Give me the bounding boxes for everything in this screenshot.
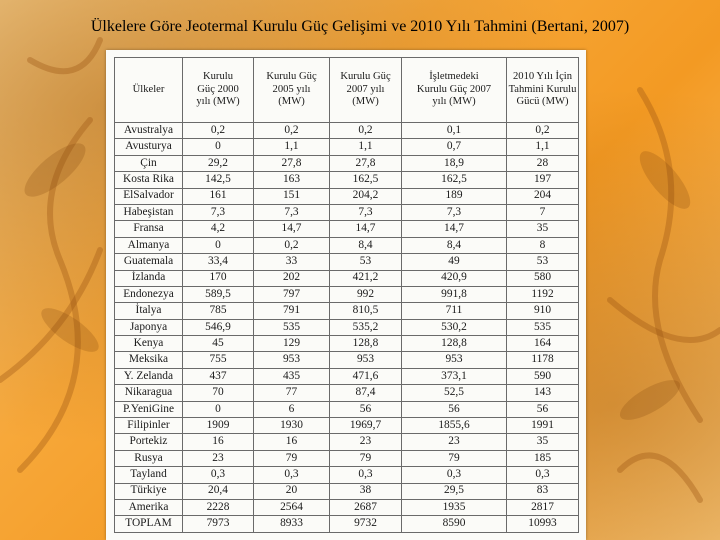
value-cell: 16 xyxy=(254,434,330,450)
table-header-row xyxy=(115,58,579,123)
table-row xyxy=(115,336,579,352)
table-row xyxy=(115,368,579,384)
value-cell: 70 xyxy=(183,385,254,401)
value-cell: 0 xyxy=(183,139,254,155)
column-header-line: Kurulu xyxy=(202,71,233,83)
column-header-4 xyxy=(402,58,507,123)
value-cell: 8,4 xyxy=(402,237,507,253)
country-cell: P.YeniGine xyxy=(115,401,183,417)
column-header-line: 2010 Yılı İçin xyxy=(512,71,573,83)
value-cell: 23 xyxy=(183,450,254,466)
column-header-5 xyxy=(507,58,579,123)
value-cell: 204,2 xyxy=(330,188,402,204)
value-cell: 785 xyxy=(183,303,254,319)
column-header-line: Ülkeler xyxy=(132,83,165,95)
value-cell: 162,5 xyxy=(402,172,507,188)
value-cell: 79 xyxy=(402,450,507,466)
value-cell: 0,3 xyxy=(183,467,254,483)
table-row xyxy=(115,286,579,302)
value-cell: 87,4 xyxy=(330,385,402,401)
value-cell: 33,4 xyxy=(183,254,254,270)
table-row xyxy=(115,319,579,335)
value-cell: 14,7 xyxy=(330,221,402,237)
column-header-line: (MW) xyxy=(278,96,305,108)
column-header-line: Güç 2000 xyxy=(197,83,239,95)
table-row xyxy=(115,139,579,155)
value-cell: 1178 xyxy=(507,352,579,368)
value-cell: 27,8 xyxy=(330,155,402,171)
value-cell: 163 xyxy=(254,172,330,188)
value-cell: 129 xyxy=(254,336,330,352)
country-cell: Kenya xyxy=(115,336,183,352)
value-cell: 530,2 xyxy=(402,319,507,335)
value-cell: 29,5 xyxy=(402,483,507,499)
value-cell: 7,3 xyxy=(402,204,507,220)
country-cell: Meksika xyxy=(115,352,183,368)
value-cell: 204 xyxy=(507,188,579,204)
value-cell: 953 xyxy=(402,352,507,368)
value-cell: 28 xyxy=(507,155,579,171)
value-cell: 2564 xyxy=(254,499,330,515)
value-cell: 0,2 xyxy=(183,123,254,139)
column-header-line: İşletmedeki xyxy=(429,71,479,83)
column-header-1 xyxy=(183,58,254,123)
value-cell: 33 xyxy=(254,254,330,270)
column-header-line: Kurulu Güç 2007 xyxy=(416,83,492,95)
value-cell: 35 xyxy=(507,434,579,450)
table-row xyxy=(115,483,579,499)
value-cell: 580 xyxy=(507,270,579,286)
column-header-line: yılı (MW) xyxy=(196,96,240,108)
value-cell: 421,2 xyxy=(330,270,402,286)
value-cell: 535 xyxy=(254,319,330,335)
table-row xyxy=(115,123,579,139)
value-cell: 18,9 xyxy=(402,155,507,171)
table-row xyxy=(115,385,579,401)
table-row xyxy=(115,270,579,286)
country-cell: Portekiz xyxy=(115,434,183,450)
value-cell: 6 xyxy=(254,401,330,417)
value-cell: 185 xyxy=(507,450,579,466)
value-cell: 1192 xyxy=(507,286,579,302)
value-cell: 2228 xyxy=(183,499,254,515)
value-cell: 546,9 xyxy=(183,319,254,335)
country-cell: Fransa xyxy=(115,221,183,237)
column-header-line: Kurulu Güç xyxy=(266,71,317,83)
value-cell: 4,2 xyxy=(183,221,254,237)
country-cell: Tayland xyxy=(115,467,183,483)
value-cell: 0,2 xyxy=(254,123,330,139)
value-cell: 0,2 xyxy=(330,123,402,139)
value-cell: 9732 xyxy=(330,516,402,532)
value-cell: 38 xyxy=(330,483,402,499)
value-cell: 0,3 xyxy=(330,467,402,483)
value-cell: 27,8 xyxy=(254,155,330,171)
value-cell: 0,1 xyxy=(402,123,507,139)
value-cell: 1,1 xyxy=(254,139,330,155)
value-cell: 52,5 xyxy=(402,385,507,401)
value-cell: 8590 xyxy=(402,516,507,532)
value-cell: 56 xyxy=(507,401,579,417)
value-cell: 56 xyxy=(402,401,507,417)
value-cell: 23 xyxy=(402,434,507,450)
table-row xyxy=(115,172,579,188)
value-cell: 151 xyxy=(254,188,330,204)
column-header-3 xyxy=(330,58,402,123)
table-row xyxy=(115,434,579,450)
value-cell: 1935 xyxy=(402,499,507,515)
table-row xyxy=(115,237,579,253)
value-cell: 1,1 xyxy=(330,139,402,155)
value-cell: 29,2 xyxy=(183,155,254,171)
table-row xyxy=(115,352,579,368)
value-cell: 83 xyxy=(507,483,579,499)
value-cell: 590 xyxy=(507,368,579,384)
value-cell: 14,7 xyxy=(402,221,507,237)
country-cell: Y. Zelanda xyxy=(115,368,183,384)
value-cell: 991,8 xyxy=(402,286,507,302)
column-header-line: 2007 yılı xyxy=(346,83,385,95)
country-cell: Rusya xyxy=(115,450,183,466)
table-row xyxy=(115,450,579,466)
country-cell: Endonezya xyxy=(115,286,183,302)
value-cell: 0,3 xyxy=(254,467,330,483)
country-cell: Türkiye xyxy=(115,483,183,499)
value-cell: 128,8 xyxy=(402,336,507,352)
country-cell: Japonya xyxy=(115,319,183,335)
value-cell: 0,3 xyxy=(507,467,579,483)
value-cell: 0,7 xyxy=(402,139,507,155)
value-cell: 2687 xyxy=(330,499,402,515)
column-header-0 xyxy=(115,58,183,123)
value-cell: 535 xyxy=(507,319,579,335)
table-row xyxy=(115,303,579,319)
value-cell: 49 xyxy=(402,254,507,270)
value-cell: 128,8 xyxy=(330,336,402,352)
value-cell: 1855,6 xyxy=(402,418,507,434)
value-cell: 79 xyxy=(330,450,402,466)
value-cell: 420,9 xyxy=(402,270,507,286)
value-cell: 992 xyxy=(330,286,402,302)
table-row xyxy=(115,499,579,515)
table-body xyxy=(115,123,579,533)
value-cell: 910 xyxy=(507,303,579,319)
country-cell: TOPLAM xyxy=(115,516,183,532)
column-header-line: Gücü (MW) xyxy=(516,96,569,108)
value-cell: 142,5 xyxy=(183,172,254,188)
value-cell: 755 xyxy=(183,352,254,368)
value-cell: 2817 xyxy=(507,499,579,515)
value-cell: 810,5 xyxy=(330,303,402,319)
value-cell: 1969,7 xyxy=(330,418,402,434)
value-cell: 1930 xyxy=(254,418,330,434)
table-row xyxy=(115,418,579,434)
value-cell: 77 xyxy=(254,385,330,401)
value-cell: 7,3 xyxy=(254,204,330,220)
value-cell: 170 xyxy=(183,270,254,286)
country-cell: Filipinler xyxy=(115,418,183,434)
value-cell: 1991 xyxy=(507,418,579,434)
value-cell: 197 xyxy=(507,172,579,188)
value-cell: 79 xyxy=(254,450,330,466)
value-cell: 437 xyxy=(183,368,254,384)
country-cell: Amerika xyxy=(115,499,183,515)
value-cell: 1909 xyxy=(183,418,254,434)
value-cell: 8,4 xyxy=(330,237,402,253)
value-cell: 14,7 xyxy=(254,221,330,237)
value-cell: 953 xyxy=(254,352,330,368)
value-cell: 35 xyxy=(507,221,579,237)
value-cell: 7,3 xyxy=(330,204,402,220)
value-cell: 23 xyxy=(330,434,402,450)
country-cell: Habeşistan xyxy=(115,204,183,220)
value-cell: 435 xyxy=(254,368,330,384)
country-cell: İtalya xyxy=(115,303,183,319)
country-cell: Avustralya xyxy=(115,123,183,139)
country-cell: Kosta Rika xyxy=(115,172,183,188)
value-cell: 711 xyxy=(402,303,507,319)
table-row xyxy=(115,401,579,417)
country-cell: Nikaragua xyxy=(115,385,183,401)
value-cell: 164 xyxy=(507,336,579,352)
value-cell: 7,3 xyxy=(183,204,254,220)
value-cell: 8933 xyxy=(254,516,330,532)
value-cell: 53 xyxy=(507,254,579,270)
table-row xyxy=(115,188,579,204)
value-cell: 0 xyxy=(183,237,254,253)
column-header-line: Tahmini Kurulu xyxy=(508,83,577,95)
value-cell: 53 xyxy=(330,254,402,270)
table-row xyxy=(115,467,579,483)
column-header-2 xyxy=(254,58,330,123)
column-header-line: (MW) xyxy=(352,96,379,108)
value-cell: 143 xyxy=(507,385,579,401)
column-header-line: yılı (MW) xyxy=(432,96,476,108)
table-row xyxy=(115,221,579,237)
value-cell: 953 xyxy=(330,352,402,368)
country-cell: Almanya xyxy=(115,237,183,253)
value-cell: 535,2 xyxy=(330,319,402,335)
value-cell: 373,1 xyxy=(402,368,507,384)
column-header-line: Kurulu Güç xyxy=(340,71,391,83)
value-cell: 189 xyxy=(402,188,507,204)
country-cell: Avusturya xyxy=(115,139,183,155)
value-cell: 7973 xyxy=(183,516,254,532)
value-cell: 8 xyxy=(507,237,579,253)
value-cell: 791 xyxy=(254,303,330,319)
value-cell: 0,3 xyxy=(402,467,507,483)
table-image-panel xyxy=(106,50,586,540)
value-cell: 7 xyxy=(507,204,579,220)
table-row xyxy=(115,204,579,220)
value-cell: 20,4 xyxy=(183,483,254,499)
value-cell: 0 xyxy=(183,401,254,417)
country-cell: İzlanda xyxy=(115,270,183,286)
value-cell: 20 xyxy=(254,483,330,499)
table-row xyxy=(115,254,579,270)
value-cell: 45 xyxy=(183,336,254,352)
slide-title: Ülkelere Göre Jeotermal Kurulu Güç Gelişimi ve 2010 Yılı Tahmini (Bertani, 2007) xyxy=(90,18,630,35)
geothermal-capacity-table xyxy=(114,57,579,533)
value-cell: 589,5 xyxy=(183,286,254,302)
value-cell: 162,5 xyxy=(330,172,402,188)
country-cell: Çin xyxy=(115,155,183,171)
table-row xyxy=(115,155,579,171)
value-cell: 202 xyxy=(254,270,330,286)
value-cell: 16 xyxy=(183,434,254,450)
value-cell: 56 xyxy=(330,401,402,417)
value-cell: 10993 xyxy=(507,516,579,532)
country-cell: ElSalvador xyxy=(115,188,183,204)
value-cell: 471,6 xyxy=(330,368,402,384)
value-cell: 0,2 xyxy=(254,237,330,253)
table-row xyxy=(115,516,579,532)
value-cell: 161 xyxy=(183,188,254,204)
value-cell: 0,2 xyxy=(507,123,579,139)
country-cell: Guatemala xyxy=(115,254,183,270)
value-cell: 1,1 xyxy=(507,139,579,155)
column-header-line: 2005 yılı xyxy=(272,83,311,95)
value-cell: 797 xyxy=(254,286,330,302)
